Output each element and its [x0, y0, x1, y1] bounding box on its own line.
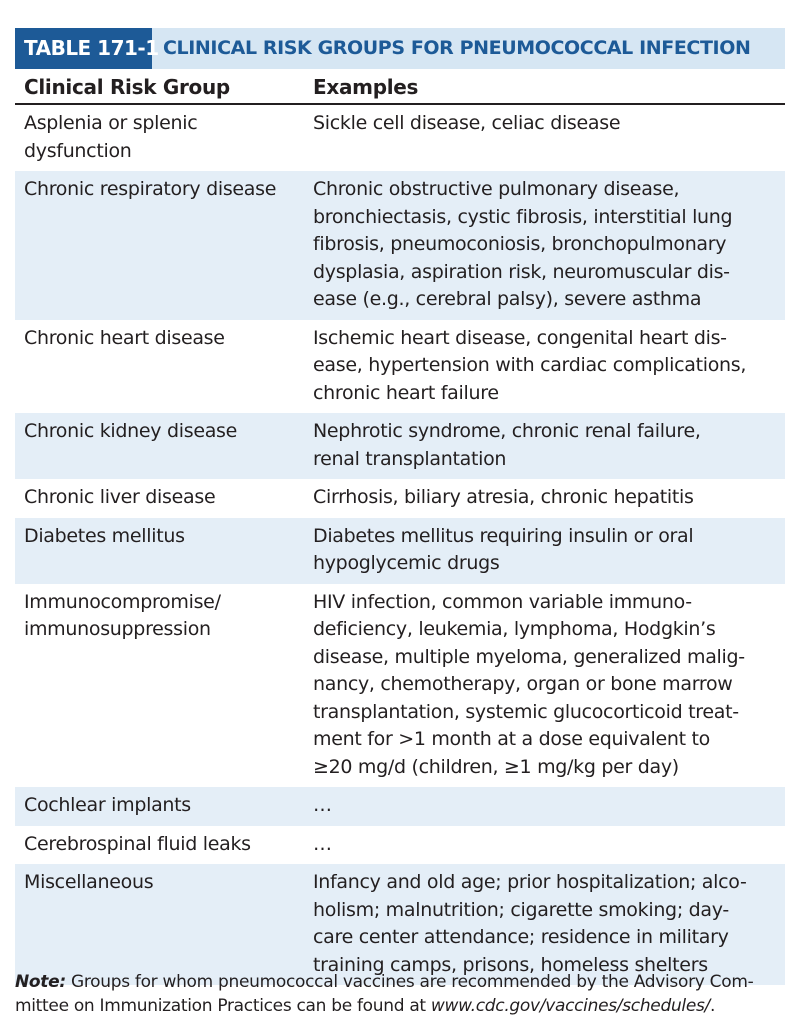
table-row: [15, 479, 785, 518]
table-row: [15, 320, 785, 414]
examples-text: …: [313, 794, 332, 816]
risk-group-cell: [15, 176, 313, 314]
risk-group-cell: [15, 523, 313, 578]
risk-group-cell: [15, 325, 313, 408]
examples-text: nancy, chemotherapy, organ or bone marrow: [313, 673, 733, 695]
examples-cell: [313, 792, 785, 820]
note-link[interactable]: www.cdc.gov/vaccines/schedules/: [430, 996, 710, 1016]
risk-group-cell: [15, 869, 313, 979]
table-number: TABLE 171-1: [15, 28, 152, 69]
examples-text: Diabetes mellitus requiring insulin or oral: [313, 524, 694, 547]
risk-group-text: Chronic respiratory disease: [24, 178, 277, 200]
examples-text: Ischemic heart disease, congenital heart dis-: [313, 326, 727, 349]
risk-group-text: Cerebrospinal fluid leaks: [24, 832, 251, 855]
examples-text: ease (e.g., cerebral palsy), severe asthma: [313, 288, 702, 310]
examples-cell: [313, 418, 785, 473]
examples-cell: [313, 176, 785, 314]
risk-groups-table: [15, 70, 785, 985]
risk-group-cell: [15, 418, 313, 473]
table-row: [15, 584, 785, 788]
examples-text: Chronic obstructive pulmonary disease,: [313, 178, 680, 200]
examples-text: Cirrhosis, biliary atresia, chronic hepatitis: [313, 486, 694, 508]
risk-group-text: immunosuppression: [24, 618, 211, 640]
risk-group-cell: [15, 831, 313, 859]
risk-group-cell: [15, 589, 313, 782]
risk-group-cell: [15, 110, 313, 165]
examples-text: ment for >1 month at a dose equivalent to: [313, 728, 711, 750]
examples-cell: [313, 589, 785, 782]
table-row: [15, 518, 785, 584]
risk-group-text: Asplenia or splenic: [24, 112, 198, 134]
note-label: Note:: [15, 972, 66, 992]
risk-group-text: dysfunction: [24, 139, 132, 162]
examples-text: chronic heart failure: [313, 381, 499, 404]
examples-text: bronchiectasis, cystic fibrosis, interstitial lung: [313, 205, 733, 228]
note-text-end: .: [709, 996, 716, 1016]
examples-text: training camps, prisons, homeless shelters: [313, 953, 708, 976]
note-text-line2: mittee on Immunization Practices can be found at: [15, 996, 431, 1016]
examples-cell: [313, 484, 785, 512]
examples-text: fibrosis, pneumoconiosis, bronchopulmonary: [313, 233, 727, 255]
examples-cell: [313, 523, 785, 578]
examples-text: renal transplantation: [313, 447, 507, 470]
table-title: CLINICAL RISK GROUPS FOR PNEUMOCOCCAL INFECTION: [163, 37, 751, 59]
examples-text: Sickle cell disease, celiac disease: [313, 112, 621, 134]
column-header-examples: Examples: [313, 74, 419, 99]
risk-group-text: Chronic heart disease: [24, 326, 225, 349]
risk-group-text: Diabetes mellitus: [24, 524, 185, 547]
risk-group-cell: [15, 484, 313, 512]
table-row: [15, 864, 785, 985]
examples-cell: [313, 869, 785, 979]
column-header-risk-group: Clinical Risk Group: [24, 74, 230, 99]
examples-text: …: [313, 832, 332, 855]
examples-text: ≥20 mg/d (children, ≥1 mg/kg per day): [313, 755, 679, 778]
note-text-line1: Groups for whom pneumococcal vaccines are recommended by the Advisory Com-: [70, 972, 754, 992]
examples-cell: [313, 831, 785, 859]
risk-group-text: Miscellaneous: [24, 871, 154, 893]
risk-group-text: Immunocompromise/: [24, 590, 221, 613]
risk-group-cell: [15, 792, 313, 820]
risk-group-text: Chronic kidney disease: [24, 420, 238, 442]
examples-text: holism; malnutrition; cigarette smoking; day-: [313, 898, 729, 921]
examples-text: disease, multiple myeloma, generalized malig-: [313, 645, 745, 668]
examples-text: transplantation, systemic glucocorticoid treat-: [313, 700, 739, 723]
examples-text: dysplasia, aspiration risk, neuromuscular dis-: [313, 260, 730, 283]
examples-text: deficiency, leukemia, lymphoma, Hodgkin’s: [313, 618, 716, 640]
risk-group-text: Chronic liver disease: [24, 486, 216, 508]
examples-text: ease, hypertension with cardiac complications,: [313, 354, 747, 376]
examples-text: Infancy and old age; prior hospitalization; alco-: [313, 871, 747, 893]
table-row: [15, 171, 785, 320]
table-row: [15, 105, 785, 171]
risk-group-text: Cochlear implants: [24, 794, 191, 816]
table-header: [15, 70, 785, 105]
examples-text: care center attendance; residence in military: [313, 926, 729, 948]
table-body: [15, 105, 785, 985]
examples-cell: [313, 325, 785, 408]
examples-text: HIV infection, common variable immuno-: [313, 590, 692, 613]
examples-text: Nephrotic syndrome, chronic renal failure,: [313, 420, 701, 442]
table-row: [15, 413, 785, 479]
table-title-bar: [15, 28, 785, 69]
table-row: [15, 787, 785, 826]
examples-text: hypoglycemic drugs: [313, 552, 500, 574]
examples-cell: [313, 110, 785, 165]
table-note: [15, 970, 790, 1018]
table-row: [15, 826, 785, 865]
